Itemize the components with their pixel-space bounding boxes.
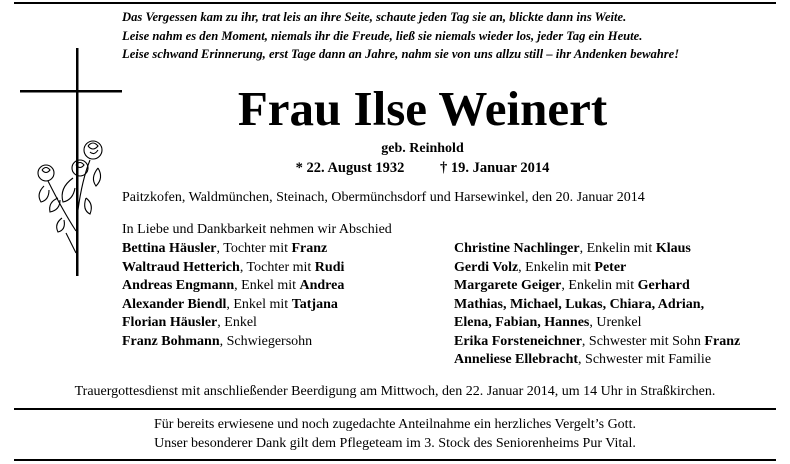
mourner-entry: Alexander Biendl, Enkel mit Tatjana [122,296,338,312]
birth-name: geb. Reinhold [381,141,464,156]
thanks-line: Für bereits erwiesene und noch zugedachte Anteilnahme ein herzliches Vergelt’s Gott. [154,417,636,432]
mourners-right [454,240,740,370]
divider [14,408,776,410]
thanks [0,415,790,453]
bottom-border [14,459,776,461]
mourner-entry: Waltraud Hetterich, Tochter mit Rudi [122,259,345,275]
poem-line: Das Vergessen kam zu ihr, trat leis an ihre Seite, schaute jeden Tag sie an, blickte dann ins Weite. [122,10,627,24]
poem-line: Leise schwand Erinnerung, erst Tage dann an Jahre, nahm sie von uns allzu still – ihr Andenken bewahre! [122,47,680,61]
mourner-entry: Elena, Fabian, Hannes, Urenkel [454,315,642,330]
dates [0,160,790,177]
mourners-left [122,240,344,351]
thanks-line: Unser besonderer Dank gilt dem Pflegeteam im 3. Stock des Seniorenheims Pur Vital. [154,436,636,451]
top-border [14,2,776,4]
mourner-entry: Bettina Häusler, Tochter mit Franz [122,241,328,256]
mourner-entry: Gerdi Volz, Enkelin mit Peter [454,259,627,275]
poem-line: Leise nahm es den Moment, niemals ihr die Freude, ließ sie niemals wieder los, jeder Tag ein Heute. [122,28,643,43]
mourner-entry: Christine Nachlinger, Enkelin mit Klaus [454,241,691,256]
service-notice: Trauergottesdienst mit anschließender Beerdigung am Mittwoch, den 22. Januar 2014, um 14 Uhr in Straßkirchen. [74,384,716,399]
poem [122,8,679,64]
mourner-entry: Franz Bohmann, Schwiegersohn [122,333,313,349]
mourner-entry: Margarete Geiger, Enkelin mit Gerhard [454,278,690,293]
mourner-entry: Andreas Engmann, Enkel mit Andrea [122,278,345,293]
mourner-entry: Mathias, Michael, Lukas, Chiara, Adrian, [454,296,705,312]
places-line: Paitzkofen, Waldmünchen, Steinach, Obermünchsdorf und Harsewinkel, den 20. Januar 2014 [122,190,645,205]
birth-date: * 22. August 1932 [295,160,405,176]
death-date: † 19. Januar 2014 [440,160,550,176]
mourner-entry: Anneliese Ellebracht, Schwester mit Familie [454,352,712,367]
mourner-entry: Erika Forsteneichner, Schwester mit Sohn Franz [454,333,741,349]
intro-line: In Liebe und Dankbarkeit nehmen wir Abschied [122,222,392,237]
deceased-name: Frau Ilse Weinert [237,81,608,136]
mourner-entry: Florian Häusler, Enkel [122,315,257,330]
